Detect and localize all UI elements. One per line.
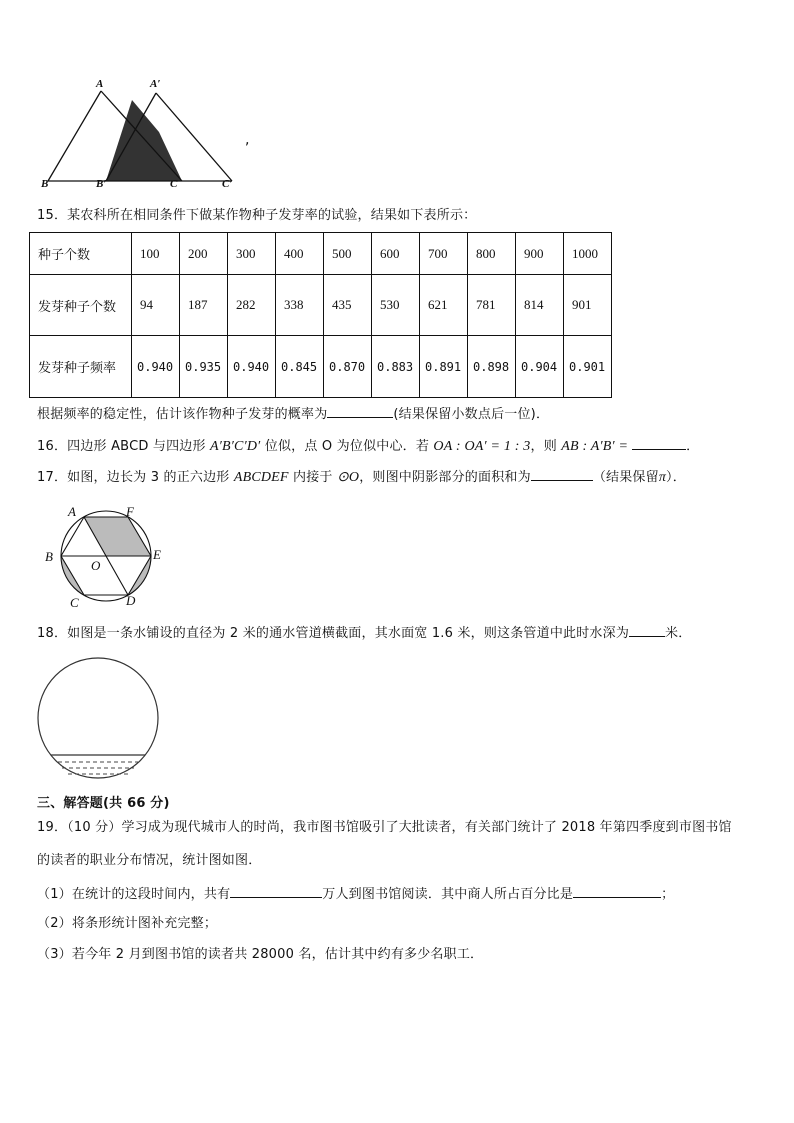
q17-number: 17． [37, 470, 68, 485]
table-row-germination-frequency [30, 336, 612, 398]
q19-line2: 的读者的职业分布情况，统计图如图． [37, 853, 262, 868]
q16-math: OA : OA′ = 1 : 3 [433, 439, 531, 454]
table-cell: 282 [228, 275, 276, 336]
q17-text: ，则图中阴影部分的面积和为 [359, 470, 531, 485]
q19-part1-text: ； [661, 887, 675, 902]
table-row-germinated-count [30, 275, 612, 336]
q19-part2: （2）将条形统计图补充完整； [37, 916, 218, 931]
q16-text: ，则 [530, 439, 562, 454]
table-cell: 200 [180, 233, 228, 275]
label-B-prime: B′ [96, 178, 107, 190]
hex-label-O: O [91, 558, 101, 573]
q19-part1 [37, 885, 674, 903]
hex-label-A: A [68, 504, 76, 519]
table-cell: 621 [420, 275, 468, 336]
q17-math: ⊙O [336, 470, 360, 485]
table-cell: 500 [324, 233, 372, 275]
q18-number: 18． [37, 626, 68, 641]
q15-number: 15． [37, 208, 68, 223]
q19-line1 [37, 820, 732, 836]
row-header: 发芽种子个数 [30, 275, 132, 336]
section-heading: 三、解答题(共 66 分) [37, 796, 170, 811]
q16-text: 位似，点 O 为位似中心．若 [260, 439, 434, 454]
q17-text: ）． [666, 470, 686, 485]
table-row-seed-count [30, 233, 612, 275]
label-C: C [170, 178, 178, 190]
q19-part3: （3）若今年 2 月到图书馆的读者共 28000 名，估计其中约有多少名职工． [37, 947, 484, 962]
q17-text: 内接于 [288, 470, 337, 485]
row-header: 发芽种子频率 [30, 336, 132, 398]
table-cell: 0.891 [420, 336, 468, 398]
hex-label-F: F [126, 504, 134, 519]
table-cell: 0.898 [468, 336, 516, 398]
pipe-cross-section [36, 656, 162, 782]
q15-prompt [37, 208, 476, 224]
table-cell: 781 [468, 275, 516, 336]
q16-math: AB : A′B′ = [561, 439, 629, 454]
table-cell: 530 [372, 275, 420, 336]
table-cell: 900 [516, 233, 564, 275]
q18-prompt [37, 624, 691, 642]
germination-table [29, 232, 612, 398]
q15-followup-text: 根据频率的稳定性，估计该作物种子发芽的概率为 [37, 407, 328, 422]
q15-followup [37, 405, 549, 423]
hex-label-E: E [153, 547, 161, 562]
hexagon-figure [40, 500, 165, 615]
table-cell: 100 [132, 233, 180, 275]
table-cell: 814 [516, 275, 564, 336]
q17-text: 如图，边长为 3 的正六边形 [67, 470, 234, 485]
table-cell: 400 [276, 233, 324, 275]
row-header: 种子个数 [30, 233, 132, 275]
answer-blank-q15[interactable] [327, 405, 393, 418]
q16-text: ． [686, 439, 700, 454]
q17-math: ABCDEF [233, 470, 289, 485]
q19-number: 19． [37, 820, 68, 835]
table-cell: 0.935 [180, 336, 228, 398]
hex-label-B: B [45, 549, 53, 564]
table-cell: 435 [324, 275, 372, 336]
q17-text: （结果保留 [592, 470, 659, 485]
q16-prompt [37, 437, 699, 455]
q16-number: 16． [37, 439, 68, 454]
answer-blank-q17[interactable] [531, 468, 593, 481]
table-cell: 0.901 [564, 336, 612, 398]
answer-blank-q16[interactable] [632, 437, 686, 450]
hexagon-diagram [40, 500, 165, 615]
table-cell: 0.870 [324, 336, 372, 398]
label-C-prime: C′ [222, 178, 233, 190]
hex-label-C: C [70, 595, 79, 610]
pipe-figure [36, 656, 162, 782]
q16-math: A′B′C′D′ [210, 439, 261, 454]
q18-text: 如图是一条水铺设的直径为 2 米的通水管道横截面，其水面宽 1.6 米，则这条管道中此时水深为 [67, 626, 630, 641]
q19-part1-text: 万人到图书馆阅读．其中商人所占百分比是 [322, 887, 574, 902]
q15-followup-note: (结果保留小数点后一位)． [393, 407, 550, 422]
table-cell: 600 [372, 233, 420, 275]
table-cell: 0.883 [372, 336, 420, 398]
table-cell: 901 [564, 275, 612, 336]
table-cell: 187 [180, 275, 228, 336]
q15-text: 某农科所在相同条件下做某作物种子发芽率的试验，结果如下表所示： [67, 208, 477, 223]
label-A: A [96, 78, 104, 90]
q18-text: 米． [665, 626, 692, 641]
q17-math-pi: π [658, 470, 667, 485]
answer-blank-q18[interactable] [629, 624, 665, 637]
table-cell: 0.940 [228, 336, 276, 398]
triangles-figure [38, 78, 238, 192]
label-B: B [41, 178, 49, 190]
table-cell: 94 [132, 275, 180, 336]
table-cell: 300 [228, 233, 276, 275]
table-cell: 338 [276, 275, 324, 336]
q16-text: 四边形 ABCD 与四边形 [67, 439, 211, 454]
q19-part1-text: （1）在统计的这段时间内，共有 [37, 887, 231, 902]
q19-text: （10 分）学习成为现代城市人的时尚，我市图书馆吸引了大批读者，有关部门统计了 2018 年第四季度到市图书馆 [67, 820, 732, 835]
table-cell: 0.940 [132, 336, 180, 398]
table-cell: 800 [468, 233, 516, 275]
answer-blank-q19-percent[interactable] [573, 885, 661, 898]
table-cell: 0.904 [516, 336, 564, 398]
table-cell: 0.845 [276, 336, 324, 398]
hex-label-D: D [126, 593, 136, 608]
trailing-comma: , [245, 132, 250, 148]
answer-blank-q19-total[interactable] [230, 885, 322, 898]
label-A-prime: A′ [150, 78, 161, 90]
q17-prompt [37, 468, 686, 486]
triangles-diagram [38, 82, 238, 192]
table-cell: 700 [420, 233, 468, 275]
table-cell: 1000 [564, 233, 612, 275]
